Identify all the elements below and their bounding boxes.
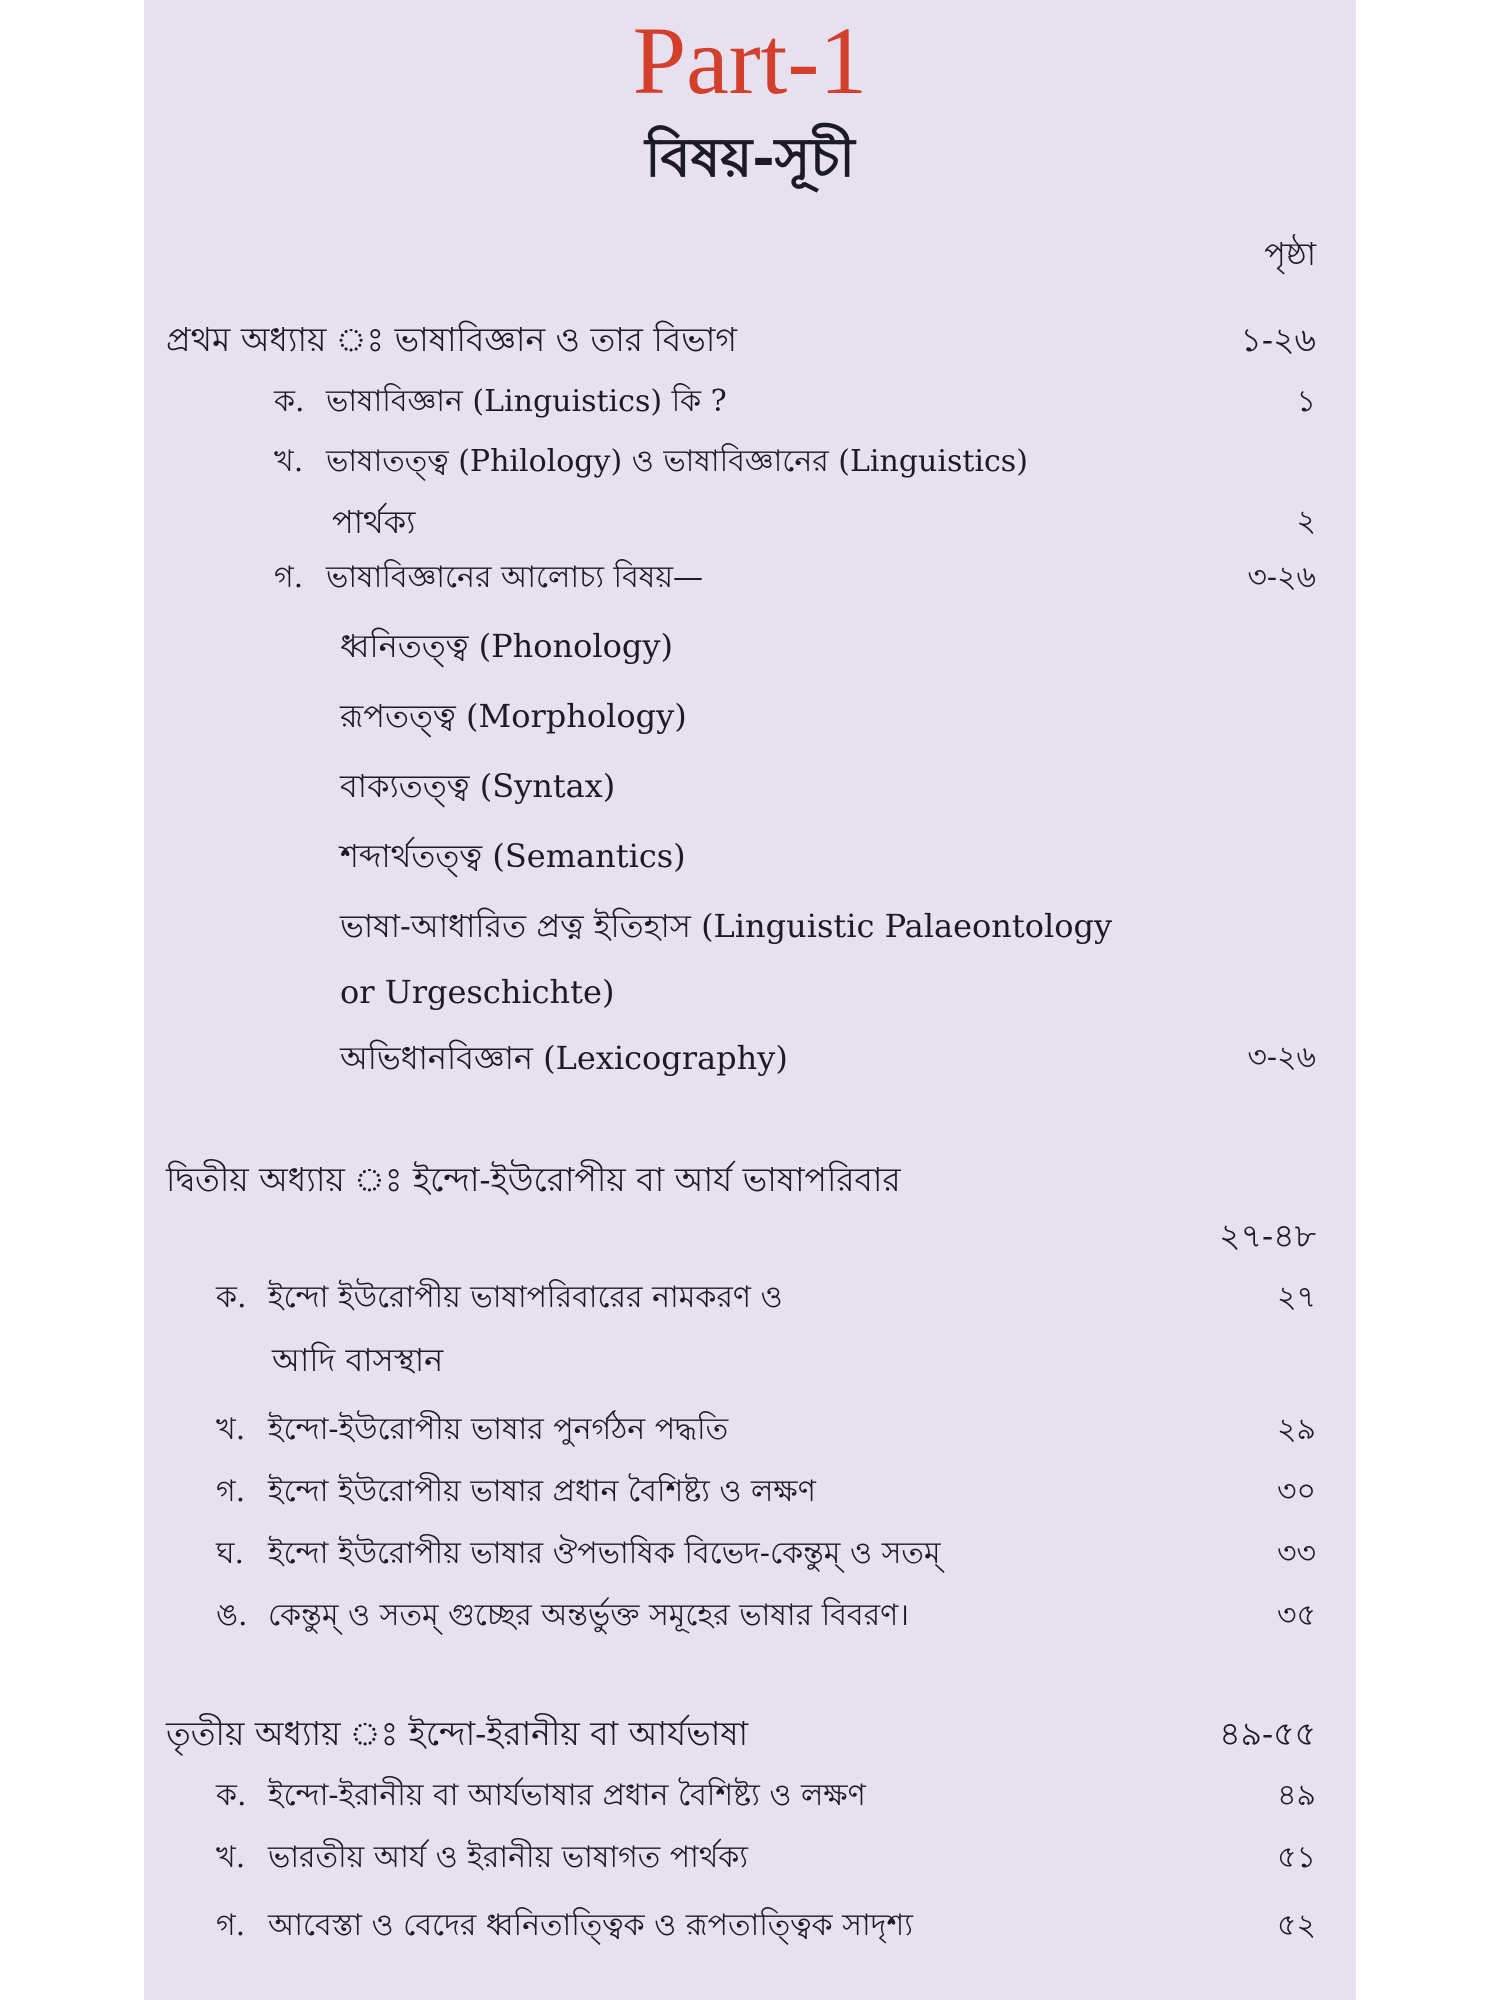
toc-page-number: ১-২৬ — [1240, 320, 1316, 359]
toc-entry-marker: খ. — [216, 1412, 246, 1447]
toc-entry-text: ইন্দো ইউরোপীয় ভাষার ঔপভাষিক বিভেদ-কেন্তুম্ ও সতম্ — [268, 1536, 941, 1571]
toc-entry — [340, 764, 615, 808]
toc-entry-text: ভাষাবিজ্ঞান (Linguistics) কি ? — [326, 384, 727, 419]
toc-chapter-heading — [166, 318, 737, 362]
toc-page-number: ১ — [1296, 384, 1316, 419]
toc-entry — [216, 1470, 816, 1514]
page-column-label: পৃষ্ঠা — [1264, 235, 1316, 273]
toc-entry-text: ইন্দো ইউরোপীয় ভাষার প্রধান বৈশিষ্ট্য ও লক্ষণ — [268, 1474, 816, 1509]
toc-entry — [216, 1904, 913, 1948]
toc-entry-text: ধ্বনিতত্ত্ব (Phonology) — [340, 627, 673, 665]
book-page — [144, 0, 1356, 2000]
part-title: Part-1 — [632, 7, 868, 114]
toc-entry-text: ভাষাবিজ্ঞানের আলোচ্য বিষয়— — [326, 560, 704, 595]
toc-entry-marker: ক. — [216, 1778, 247, 1813]
toc-entry — [340, 970, 614, 1014]
toc-entry — [332, 500, 415, 544]
toc-entry-marker: খ. — [274, 444, 304, 479]
toc-page-number: ৪৯-৫৫ — [1219, 1714, 1316, 1753]
toc-entry — [216, 1836, 748, 1880]
toc-entry-marker: ঘ. — [216, 1536, 245, 1571]
toc-page-number: ৫২ — [1277, 1908, 1316, 1943]
toc-entry-marker: ক. — [216, 1280, 247, 1315]
toc-entry-text: ভাষা-আধারিত প্রত্ন ইতিহাস (Linguistic Palaeontology — [340, 907, 1113, 945]
toc-entry — [340, 834, 686, 878]
toc-entry-text: কেন্তুম্ ও সতম্ গুচ্ছের অন্তর্ভুক্ত সমূহের ভাষার বিবরণ। — [268, 1598, 909, 1633]
toc-entry — [340, 904, 1112, 948]
toc-entry-text: ইন্দো-ইউরোপীয় ভাষার পুনর্গঠন পদ্ধতি — [268, 1412, 729, 1447]
toc-page-number: ৩-২৬ — [1247, 560, 1316, 595]
toc-entry-text: প্রথম অধ্যায় ঃ ভাষাবিজ্ঞান ও তার বিভাগ — [166, 320, 738, 359]
toc-entry-text: রূপতত্ত্ব (Morphology) — [340, 697, 687, 735]
toc-page-number: ২৭ — [1276, 1280, 1316, 1315]
toc-entry — [274, 556, 703, 600]
toc-entry-text: ভাষাতত্ত্ব (Philology) ও ভাষাবিজ্ঞানের (Linguistics) — [326, 444, 1028, 479]
toc-page-number: ৩৫ — [1277, 1598, 1316, 1633]
page-heading: বিষয়-সূচী — [645, 125, 855, 189]
toc-page-number: ৩৩ — [1276, 1536, 1316, 1571]
toc-entry-text: অভিধানবিজ্ঞান (Lexicography) — [340, 1039, 788, 1077]
toc-entry-text: বাক্যতত্ত্ব (Syntax) — [340, 767, 616, 805]
toc-entry-marker: খ. — [216, 1840, 246, 1875]
toc-entry-text: পার্থক্য — [332, 503, 416, 541]
toc-entry — [274, 440, 1028, 484]
toc-entry — [340, 624, 673, 668]
toc-entry-text: শব্দার্থতত্ত্ব (Semantics) — [340, 837, 686, 875]
toc-chapter-heading — [166, 1712, 748, 1756]
toc-page-number: ৩-২৬ — [1247, 1040, 1316, 1075]
toc-entry-text: ইন্দো-ইরানীয় বা আর্যভাষার প্রধান বৈশিষ্ট্য ও লক্ষণ — [268, 1778, 866, 1813]
toc-entry-marker: ক. — [274, 384, 305, 419]
toc-entry — [340, 694, 687, 738]
toc-page-number: ৩০ — [1276, 1474, 1316, 1509]
toc-entry — [216, 1276, 783, 1320]
toc-entry — [216, 1774, 866, 1818]
toc-entry — [216, 1594, 909, 1638]
toc-entry — [216, 1408, 728, 1452]
toc-entry — [274, 380, 727, 424]
toc-entry — [272, 1338, 443, 1382]
toc-page-number: ২৯ — [1277, 1412, 1316, 1447]
toc-entry-text: আদি বাসস্থান — [272, 1341, 444, 1379]
toc-entry-text: দ্বিতীয় অধ্যায় ঃ ইন্দো-ইউরোপীয় বা আর্য ভাষাপরিবার — [166, 1160, 901, 1199]
toc-entry — [340, 1036, 788, 1080]
toc-entry-text: আবেস্তা ও বেদের ধ্বনিতাত্ত্বিক ও রূপতাত্ত্বিক সাদৃশ্য — [268, 1908, 913, 1943]
toc-entry-text: ভারতীয় আর্য ও ইরানীয় ভাষাগত পার্থক্য — [268, 1840, 748, 1875]
toc-page-number: ২৭-৪৮ — [1219, 1216, 1316, 1255]
toc-page-number: ২ — [1296, 504, 1316, 539]
toc-entry-marker: গ. — [216, 1474, 246, 1509]
toc-entry-text: তৃতীয় অধ্যায় ঃ ইন্দো-ইরানীয় বা আর্যভাষা — [166, 1714, 749, 1753]
toc-page-number: ৫১ — [1277, 1840, 1316, 1875]
toc-entry — [216, 1532, 941, 1576]
toc-chapter-heading — [166, 1158, 901, 1202]
toc-page-number: ৪৯ — [1277, 1778, 1316, 1813]
toc-entry-text: or Urgeschichte) — [340, 973, 615, 1011]
toc-entry-marker: গ. — [216, 1908, 246, 1943]
toc-entry-marker: গ. — [274, 560, 304, 595]
toc-entry-marker: ঙ. — [216, 1598, 248, 1633]
toc-entry-text: ইন্দো ইউরোপীয় ভাষাপরিবারের নামকরণ ও — [268, 1280, 783, 1315]
